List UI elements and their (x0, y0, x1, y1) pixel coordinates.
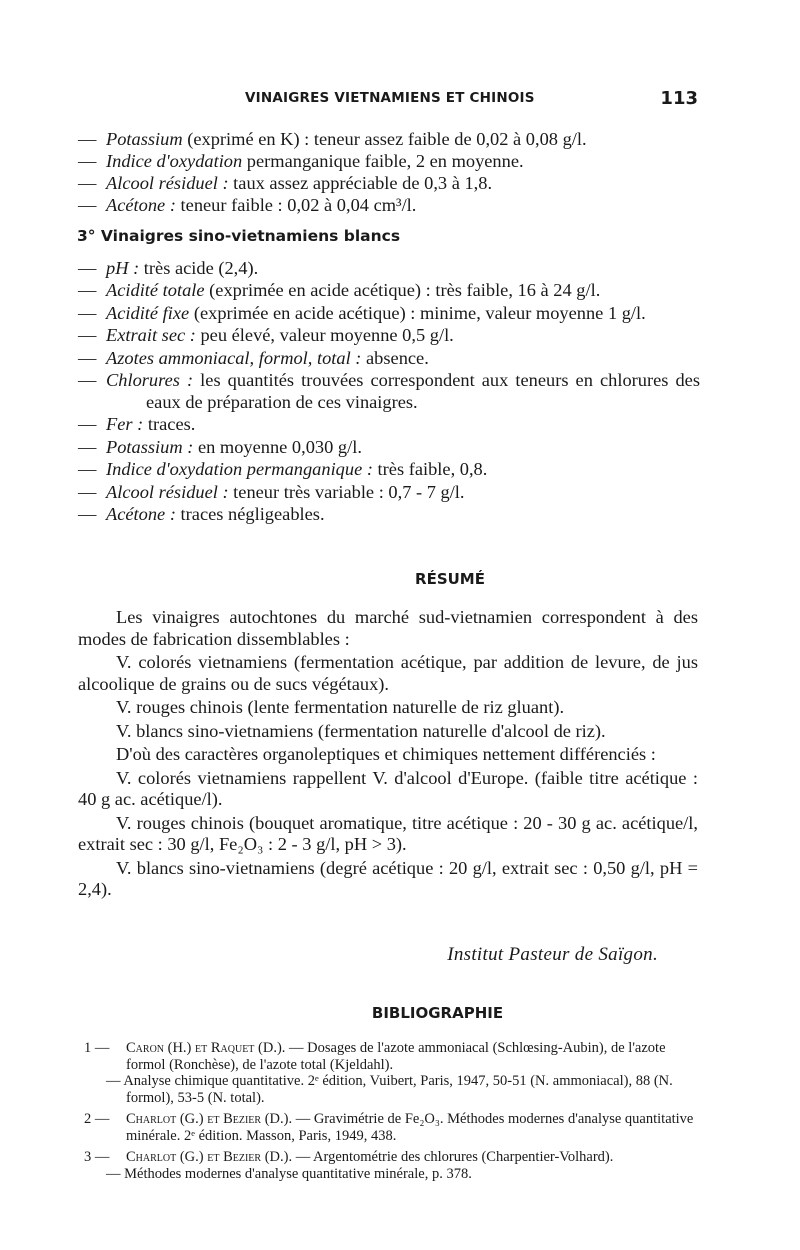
item-term: Indice d'oxydation (106, 151, 243, 171)
item-text: traces. (143, 414, 196, 435)
list-item (78, 194, 700, 216)
dash: — (78, 302, 97, 323)
list-item (78, 257, 700, 279)
reference-number: 3 — (84, 1149, 110, 1165)
reference-authors: Charlot (G.) et Bezier (D.). (126, 1111, 293, 1127)
dash: — (78, 347, 97, 368)
resume-paragraph: Les vinaigres autochtones du marché sud-vietnamien correspondent à des modes de fabrication dissemblables : (78, 607, 698, 649)
page-number: 113 (660, 88, 698, 109)
list-item (78, 279, 700, 301)
list-item (78, 172, 700, 194)
bibliography (84, 1040, 700, 1187)
reference-subentry: — Analyse chimique quantitative. 2ᵉ édition, Vuibert, Paris, 1947, 50-51 (N. ammoniacal), 88 (N. formol), 53-5 (N. total). (106, 1073, 673, 1106)
reference (84, 1040, 700, 1106)
item-text: absence. (361, 347, 429, 368)
item-term: Acidité totale (106, 280, 205, 301)
white-vinegar-list (78, 257, 700, 525)
list-item (78, 347, 700, 369)
item-term: Fer : (106, 414, 144, 435)
list-item (78, 128, 700, 150)
item-term: Extrait sec : (106, 325, 196, 346)
list-item (78, 302, 700, 324)
reference-text: — Gravimétrie de Fe₂O₃. Méthodes modernes d'analyse quantitative minérale. 2ᵉ édition. Masson, Paris, 1949, 438. (126, 1111, 694, 1144)
item-term: Potassium (106, 129, 183, 149)
bibliography-title: BIBLIOGRAPHIE (371, 1004, 504, 1022)
dash: — (78, 414, 97, 435)
resume-paragraph: D'où des caractères organoleptiques et chimiques nettement différenciés : (116, 744, 656, 764)
dash: — (78, 436, 97, 457)
list-item (78, 436, 700, 458)
dash: — (78, 459, 97, 480)
dash: — (78, 481, 97, 502)
list-item (78, 324, 700, 346)
item-term: Azotes ammoniacal, formol, total : (106, 347, 362, 368)
dash: — (78, 129, 97, 149)
dash: — (78, 195, 97, 215)
dash: — (78, 369, 97, 390)
dash: — (78, 258, 97, 278)
dash: — (78, 151, 97, 171)
potassium-list (78, 128, 700, 216)
page-header (245, 88, 700, 112)
item-text: taux assez appréciable de 0,3 à 1,8. (228, 173, 493, 193)
resume-body (78, 607, 698, 903)
item-term: pH : (106, 258, 140, 278)
item-text: (exprimé en K) : teneur assez faible de 0,02 à 0,08 g/l. (182, 129, 587, 149)
reference-number: 1 — (84, 1040, 110, 1056)
resume-title: RÉSUMÉ (415, 570, 485, 588)
item-text: (exprimée en acide acétique) : minime, valeur moyenne 1 g/l. (189, 302, 646, 323)
reference (84, 1111, 700, 1144)
running-title: VINAIGRES VIETNAMIENS ET CHINOIS (245, 90, 535, 106)
reference-text: — Argentométrie des chlorures (Charpentier-Volhard). (292, 1149, 614, 1165)
item-text: très faible, 0,8. (372, 459, 488, 480)
item-term: Indice d'oxydation permanganique : (106, 459, 373, 480)
item-text: les quantités trouvées correspondent aux teneurs en chlorures des eaux de préparation de ces vinaigres. (146, 369, 700, 412)
reference-subentry: — Méthodes modernes d'analyse quantitative minérale, p. 378. (106, 1165, 472, 1182)
reference-text: — Dosages de l'azote ammoniacal (Schlœsing-Aubin), de l'azote formol (Ronchèse), de l'azote total (Kjeldahl). (126, 1040, 666, 1073)
resume-paragraph: V. rouges chinois (lente fermentation naturelle de riz gluant). (116, 697, 565, 717)
item-text: (exprimée en acide acétique) : très faible, 16 à 24 g/l. (204, 280, 601, 301)
list-item (78, 503, 700, 525)
dash: — (78, 325, 97, 346)
item-term: Alcool résiduel : (106, 481, 229, 502)
dash: — (78, 280, 97, 301)
item-term: Acidité fixe (106, 302, 190, 323)
reference-number: 2 — (84, 1111, 110, 1127)
item-term: Chlorures : (106, 369, 194, 390)
item-term: Potassium : (106, 436, 194, 457)
item-term: Alcool résiduel : (106, 173, 229, 193)
resume-paragraph: V. colorés vietnamiens (fermentation acétique, par addition de levure, de jus alcoolique de grains ou de sucs végétaux). (78, 652, 698, 694)
item-term: Acétone : (106, 195, 176, 215)
list-item (78, 150, 700, 172)
item-text: teneur très variable : 0,7 - 7 g/l. (228, 481, 465, 502)
list-item (78, 369, 700, 413)
signature: Institut Pasteur de Saïgon. (447, 944, 658, 965)
item-text: teneur faible : 0,02 à 0,04 cm³/l. (175, 195, 417, 215)
list-item (78, 458, 700, 480)
item-text: traces négligeables. (175, 503, 325, 524)
item-text: en moyenne 0,030 g/l. (193, 436, 362, 457)
resume-paragraph: V. rouges chinois (bouquet aromatique, titre acétique : 20 - 30 g ac. acétique/l, extrait sec : 30 g/l, Fe₂O₃ : 2 - 3 g/l, pH > 3). (78, 812, 698, 854)
item-text: peu élevé, valeur moyenne 0,5 g/l. (195, 325, 454, 346)
reference-authors: Caron (H.) et Raquet (D.). (126, 1040, 286, 1056)
dash: — (78, 503, 97, 524)
resume-paragraph: V. blancs sino-vietnamiens (fermentation naturelle d'alcool de riz). (116, 720, 606, 741)
list-item (78, 481, 700, 503)
item-term: Acétone : (106, 503, 176, 524)
list-item (78, 413, 700, 435)
reference (84, 1149, 700, 1182)
reference-authors: Charlot (G.) et Bezier (D.). (126, 1149, 293, 1165)
item-text: très acide (2,4). (139, 258, 259, 278)
resume-paragraph: V. blancs sino-vietnamiens (degré acétique : 20 g/l, extrait sec : 0,50 g/l, pH = 2,4). (78, 857, 698, 899)
dash: — (78, 173, 97, 193)
resume-paragraph: V. colorés vietnamiens rappellent V. d'alcool d'Europe. (faible titre acétique : 40 g ac. acétique/l). (78, 767, 698, 809)
item-text: permanganique faible, 2 en moyenne. (242, 151, 524, 171)
section-heading: 3° Vinaigres sino-vietnamiens blancs (77, 227, 401, 245)
